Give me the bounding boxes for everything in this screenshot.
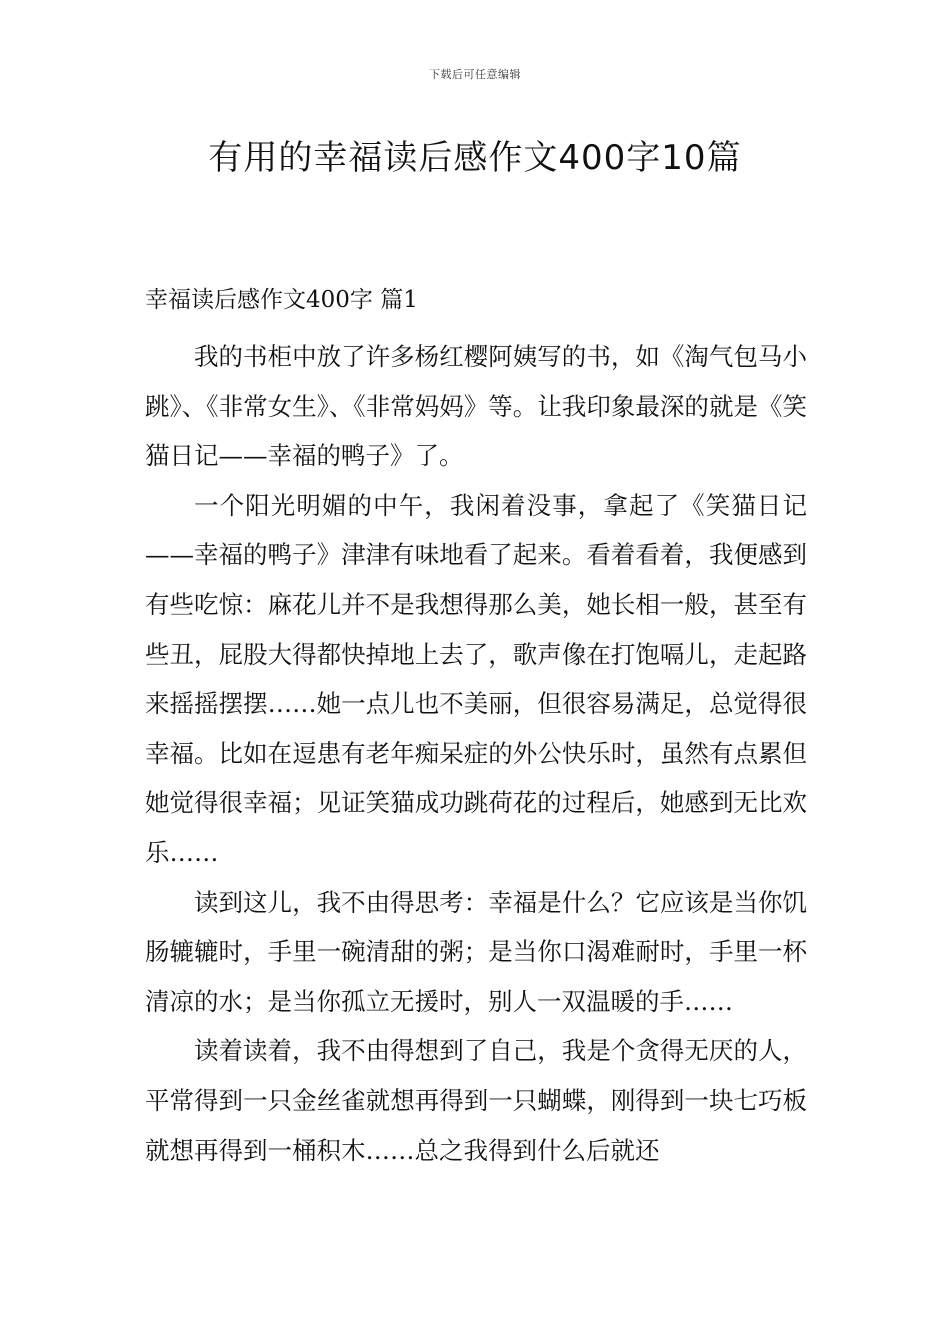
document-title: 有用的幸福读后感作文400字10篇 <box>208 138 742 178</box>
paragraph-2: 一个阳光明媚的中午，我闲着没事，拿起了《笑猫日记——幸福的鸭子》津津有味地看了起来。看着看着，我便感到有些吃惊：麻花儿并不是我想得那么美，她长相一般，甚至有些丑，屁股大得都快掉地上去了，歌声像在打饱嗝儿，走起路来摇摇摆摆……她一点儿也不美丽，但很容易满足，总觉得很幸福。比如在逗患有老年痴呆症的外公快乐时，虽然有点累但她觉得很幸福；见证笑猫成功跳荷花的过程后，她感到无比欢乐…… <box>145 490 807 867</box>
section-heading: 幸福读后感作文400字 篇1 <box>145 287 418 313</box>
header-note: 下载后可任意编辑 <box>429 68 521 81</box>
paragraph-1: 我的书柜中放了许多杨红樱阿姨写的书，如《淘气包马小跳》、《非常女生》、《非常妈妈》等。让我印象最深的就是《笑猫日记——幸福的鸭子》了。 <box>145 342 807 471</box>
document-body <box>145 282 807 1175</box>
paragraph-4: 读着读着，我不由得想到了自己，我是个贪得无厌的人，平常得到一只金丝雀就想再得到一只蝴蝶，刚得到一块七巧板就想再得到一桶积木……总之我得到什么后就还 <box>145 1036 807 1165</box>
paragraph-3: 读到这儿，我不由得思考：幸福是什么？它应该是当你饥肠辘辘时，手里一碗清甜的粥；是当你口渴难耐时，手里一杯清凉的水；是当你孤立无援时，别人一双温暖的手…… <box>145 887 807 1016</box>
